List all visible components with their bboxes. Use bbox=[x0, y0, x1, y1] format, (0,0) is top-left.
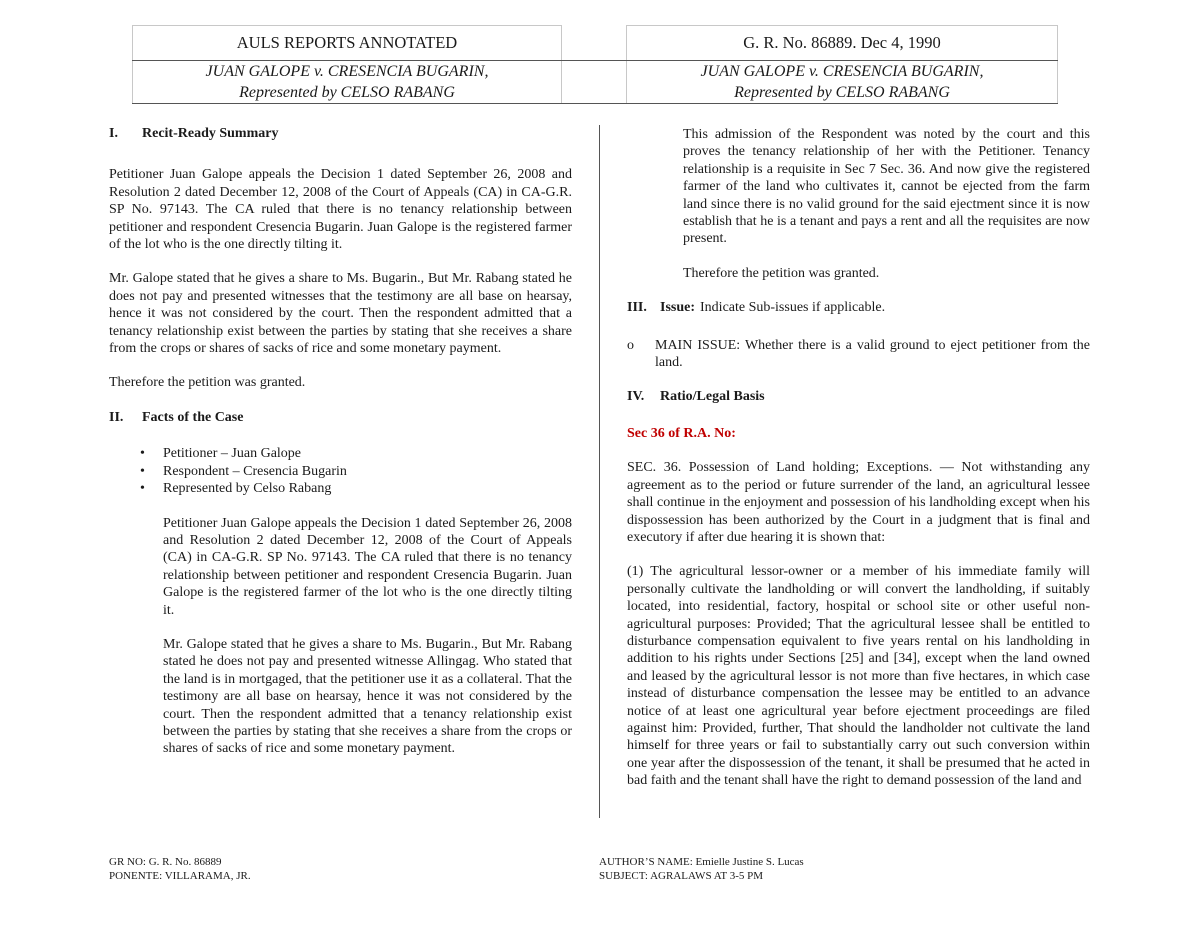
law-paragraph: SEC. 36. Possession of Land holding; Exceptions. — Not withstanding any agreement as to the period or future surrender of the land, an agricultural lessee shall continue in the enjoyment and possession of his landholding except when his dispossession has been authorized by the Court in a judgment that is final and executory if after due hearing it is shown that: bbox=[627, 460, 1090, 545]
section-title: Issue: bbox=[660, 300, 696, 316]
section-number: I. bbox=[109, 126, 118, 141]
summary-paragraph: Petitioner Juan Galope appeals the Decision 1 dated September 26, 2008 and Resolution 2 dated December 12, 2008 of the Court of Appeals (CA) in CA-G.R. SP No. 97143. The CA ruled that there is no tenancy relationship between petitioner and respondent Cresencia Bugarin. Juan Galope is the registered farmer of the lot who is the one directly tilting it. bbox=[109, 167, 572, 253]
parties-list bbox=[109, 445, 572, 497]
law-paragraph: (1) The agricultural lessor-owner or a member of his immediate family will personally cultivate the landholding or will convert the landholding, if suitably located, into residential, factory, hospital or school site or other useful non-agricultural purposes: Provided; That the agricultural lessee shall be entitled to disturbance compensation equivalent to five years rental on his landholding in addition to his rights under Sections [25] and [34], except when the land owned and leased by the agricultural lessor is not more than five hectares, in which case instead of disturbance compensation the lessee may be entitled to an advance notice of at least one agricultural year before ejectment proceedings are filed against him: Provided, further, That should the landholder not cultivate the land himself for three years or fail to substantially carry out such conversion within one year after the dispossession of the tenant, it shall be presumed that he acted in bad faith and the tenant shall have the right to demand possession of the land and bbox=[627, 564, 1090, 789]
gr-number-date: G. R. No. 86889. Dec 4, 1990 bbox=[627, 26, 1058, 61]
section-heading-issue bbox=[627, 299, 1090, 316]
column-divider bbox=[599, 125, 600, 818]
document-header bbox=[132, 25, 1058, 104]
section-number: III. bbox=[627, 300, 647, 316]
law-heading: Sec 36 of R.A. No: bbox=[627, 425, 736, 441]
case-representation: Represented by CELSO RABANG bbox=[239, 84, 455, 101]
section-title: Recit-Ready Summary bbox=[142, 126, 279, 141]
list-item-text: Respondent – Cresencia Bugarin bbox=[163, 463, 347, 479]
facts-paragraph: Petitioner Juan Galope appeals the Decision 1 dated September 26, 2008 and Resolution 2 dated December 12, 2008 of the Court of Appeals (CA) in CA-G.R. SP No. 97143. The CA ruled that there is no tenancy relationship between petitioner and respondent Cresencia Bugarin. Juan Galope is the registered farmer of the lot who is the one directly tilting it. bbox=[163, 515, 572, 618]
section-number: II. bbox=[109, 409, 124, 425]
list-item-text: Petitioner – Juan Galope bbox=[163, 446, 302, 462]
bullet-icon: • bbox=[140, 463, 145, 479]
section-heading-ratio bbox=[627, 388, 1090, 405]
section-title: Facts of the Case bbox=[142, 409, 244, 425]
case-title-left bbox=[133, 61, 562, 104]
header-spacer bbox=[562, 26, 627, 61]
left-column bbox=[109, 125, 572, 758]
list-item bbox=[109, 480, 572, 497]
main-issue bbox=[627, 337, 1090, 372]
footer-author: AUTHOR’S NAME: Emielle Justine S. Lucas bbox=[599, 856, 804, 868]
bullet-icon: o bbox=[627, 337, 634, 353]
continued-paragraph: This admission of the Respondent was noted by the court and this proves the tenancy relationship of her with the Petitioner. Tenancy relationship is a requisite in Sec 7 Sec. 36. And now give the registered farmer of the land who cultivates it, cannot be ejected from the farm land since there is no valid ground for the said ejectment since it is now establish that he is a tenant and pays a rent and all the requisites are now present. bbox=[683, 127, 1090, 247]
bullet-icon: • bbox=[140, 446, 145, 462]
footer-right bbox=[599, 855, 804, 883]
section-heading-summary bbox=[109, 125, 572, 142]
case-title-right bbox=[627, 61, 1058, 104]
summary-conclusion: Therefore the petition was granted. bbox=[109, 375, 306, 391]
footer-left bbox=[109, 855, 251, 883]
case-parties: JUAN GALOPE v. CRESENCIA BUGARIN, bbox=[205, 63, 489, 80]
report-title: AULS REPORTS ANNOTATED bbox=[133, 26, 562, 61]
section-number: IV. bbox=[627, 389, 645, 405]
summary-paragraph: Mr. Galope stated that he gives a share to Ms. Bugarin., But Mr. Rabang stated he does not pay and presented witnesses that the testimony are all base on hearsay, hence it was not considered by the court. Then the respondent admitted that a tenancy relationship exist between the parties by stating that she receives a share from the crops or shares of sacks of rice and some monetary payment. bbox=[109, 271, 572, 357]
section-hint: Indicate Sub-issues if applicable. bbox=[700, 300, 886, 316]
facts-paragraph: Mr. Galope stated that he gives a share to Ms. Bugarin., But Mr. Rabang stated he does not pay and presented witnesse Allingag. Who stated that the land is in mortgaged, that the petitioner use it as a collateral. That the testimony are all base on hearsay, hence it was not considered by the court. Then the respondent admitted that a tenancy relationship exist between the parties by stating that she receives a share from the crops or shares of sacks of rice and some monetary payment. bbox=[163, 636, 572, 757]
section-title: Ratio/Legal Basis bbox=[660, 389, 765, 405]
case-parties: JUAN GALOPE v. CRESENCIA BUGARIN, bbox=[700, 63, 984, 80]
continued-conclusion: Therefore the petition was granted. bbox=[683, 265, 880, 281]
footer-ponente: PONENTE: VILLARAMA, JR. bbox=[109, 870, 251, 882]
list-item bbox=[109, 445, 572, 462]
case-representation: Represented by CELSO RABANG bbox=[734, 84, 950, 101]
issue-text: MAIN ISSUE: Whether there is a valid ground to eject petitioner from the land. bbox=[655, 337, 1090, 371]
footer-subject: SUBJECT: AGRALAWS AT 3-5 PM bbox=[599, 870, 764, 882]
right-column bbox=[627, 126, 1090, 790]
footer-gr-number: GR NO: G. R. No. 86889 bbox=[109, 856, 222, 868]
list-item bbox=[109, 463, 572, 480]
section-heading-facts bbox=[109, 409, 572, 426]
header-spacer bbox=[562, 61, 627, 104]
bullet-icon: • bbox=[140, 481, 145, 497]
list-item-text: Represented by Celso Rabang bbox=[163, 481, 332, 497]
